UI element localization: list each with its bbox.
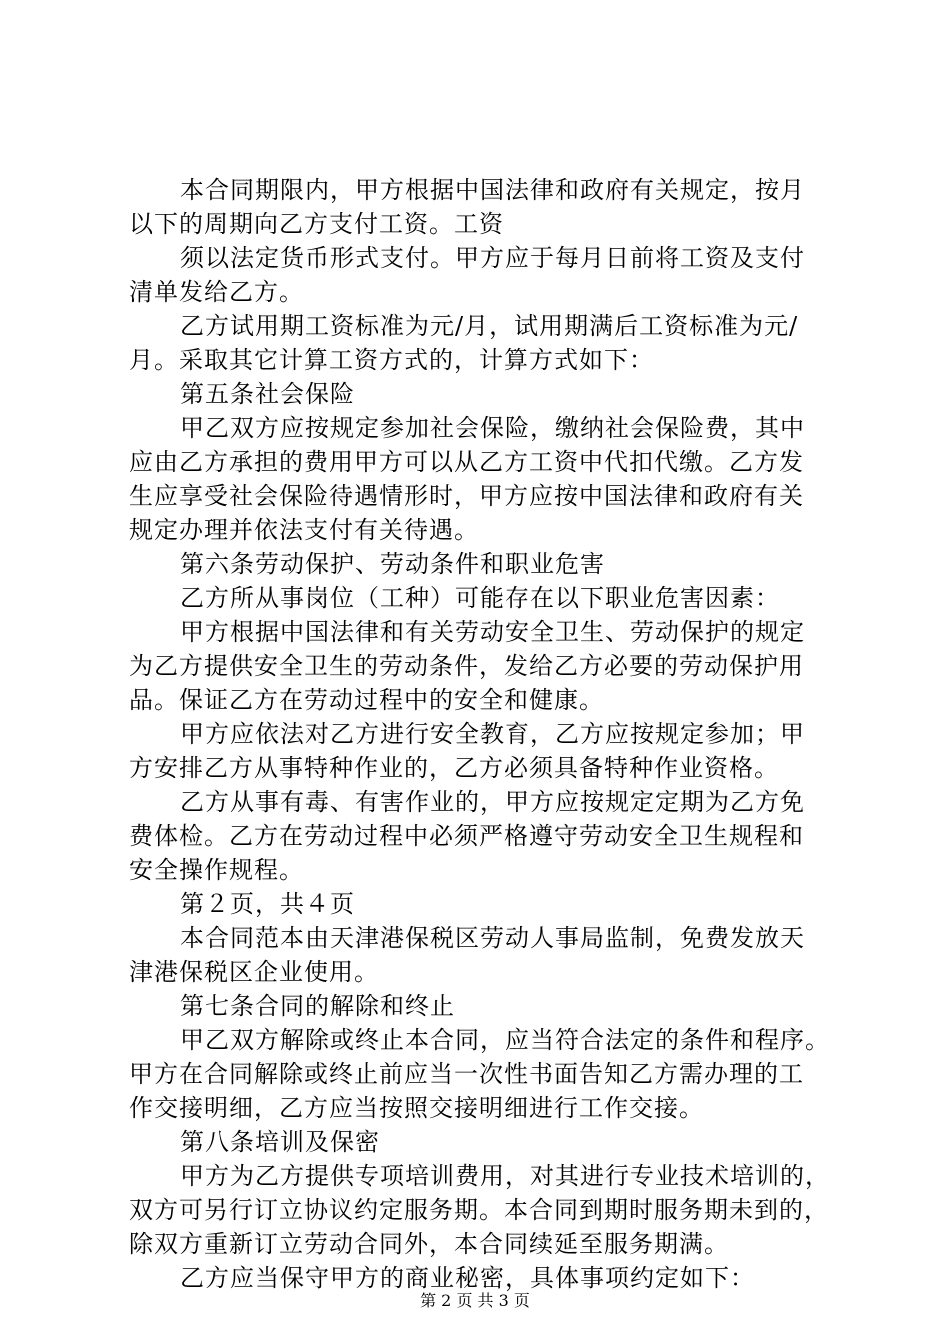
section-heading: 第八条培训及保密	[180, 1128, 380, 1156]
text-line: 为乙方提供安全卫生的劳动条件，发给乙方必要的劳动保护用	[129, 652, 804, 680]
inline-page-marker: 第２页，共４页	[180, 890, 355, 918]
text-line: 双方可另行订立协议约定服务期。本合同到期时服务期未到的，	[129, 1196, 829, 1224]
text-line: 作交接明细，乙方应当按照交接明细进行工作交接。	[129, 1094, 704, 1122]
text-line: 品。保证乙方在劳动过程中的安全和健康。	[129, 686, 604, 714]
text-line: 甲方根据中国法律和有关劳动安全卫生、劳动保护的规定	[180, 618, 805, 646]
text-line: 以下的周期向乙方支付工资。工资	[129, 210, 504, 238]
text-line: 安全操作规程。	[129, 856, 304, 884]
text-line: 乙方试用期工资标准为元/月，试用期满后工资标准为元/	[180, 312, 799, 340]
text-line: 乙方应当保守甲方的商业秘密，具体事项约定如下：	[180, 1264, 755, 1292]
section-heading: 第七条合同的解除和终止	[180, 992, 455, 1020]
page-footer: 第 2 页 共 3 页	[420, 1291, 530, 1310]
text-line: 甲方为乙方提供专项培训费用，对其进行专业技术培训的，	[180, 1162, 830, 1190]
section-heading: 第六条劳动保护、劳动条件和职业危害	[180, 550, 605, 578]
text-line: 本合同范本由天津港保税区劳动人事局监制，免费发放天	[180, 924, 805, 952]
text-line: 方安排乙方从事特种作业的，乙方必须具备特种作业资格。	[129, 754, 779, 782]
text-line: 本合同期限内，甲方根据中国法律和政府有关规定，按月	[180, 176, 805, 204]
text-line: 须以法定货币形式支付。甲方应于每月日前将工资及支付	[180, 244, 805, 272]
text-line: 乙方从事有毒、有害作业的，甲方应按规定定期为乙方免	[180, 788, 805, 816]
text-line: 规定办理并依法支付有关待遇。	[129, 516, 479, 544]
section-heading: 第五条社会保险	[180, 380, 355, 408]
text-line: 应由乙方承担的费用甲方可以从乙方工资中代扣代缴。乙方发	[129, 448, 804, 476]
text-line: 清单发给乙方。	[129, 278, 304, 306]
text-line: 甲方应依法对乙方进行安全教育，乙方应按规定参加；甲	[180, 720, 805, 748]
text-line: 月。采取其它计算工资方式的，计算方式如下：	[129, 346, 654, 374]
text-line: 生应享受社会保险待遇情形时，甲方应按中国法律和政府有关	[129, 482, 804, 510]
text-line: 乙方所从事岗位（工种）可能存在以下职业危害因素：	[180, 584, 780, 612]
text-line: 甲乙双方应按规定参加社会保险，缴纳社会保险费，其中	[180, 414, 805, 442]
text-line: 甲乙双方解除或终止本合同，应当符合法定的条件和程序。	[180, 1026, 830, 1054]
text-line: 甲方在合同解除或终止前应当一次性书面告知乙方需办理的工	[129, 1060, 804, 1088]
text-line: 费体检。乙方在劳动过程中必须严格遵守劳动安全卫生规程和	[129, 822, 804, 850]
text-line: 除双方重新订立劳动合同外，本合同续延至服务期满。	[129, 1230, 729, 1258]
text-line: 津港保税区企业使用。	[129, 958, 379, 986]
